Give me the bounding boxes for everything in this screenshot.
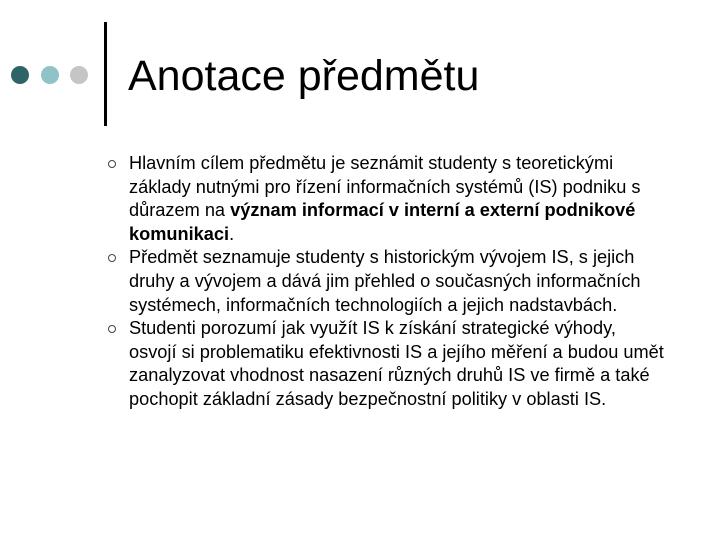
bullet-text: Předmět seznamuje studenty s historickým vývojem IS, s jejich druhy a vývojem a dává jim přehled o současných informačních systémech, informačních technologiích a jejich nadstavbách. <box>129 247 641 315</box>
decorative-dot-light <box>70 66 88 84</box>
bullet-list <box>108 152 668 412</box>
bullet-item-history <box>108 246 668 317</box>
bullet-text: Hlavním cílem předmětu je seznámit studenty s teoretickými základy nutnými pro řízení informačních systémů (IS) podniku s důrazem na <box>129 153 641 221</box>
hollow-circle-bullet-icon <box>108 254 116 262</box>
bullet-emphasis: význam informací v interní a externí podnikové komunikaci <box>129 200 636 244</box>
decorative-dot-dark <box>11 66 29 84</box>
hollow-circle-bullet-icon <box>108 160 116 168</box>
decorative-dot-mid <box>41 66 59 84</box>
bullet-text-end: . <box>229 223 235 244</box>
bullet-text: Studenti porozumí jak využít IS k získání strategické výhody, osvojí si problematiku efektivnosti IS a jejího měření a budou umět zanalyzovat vhodnost nasazení různých druhů IS ve firmě a také pochopit základní zásady bezpečnostní politiky v oblasti IS. <box>129 318 664 409</box>
hollow-circle-bullet-icon <box>108 325 116 333</box>
bullet-item-goal <box>108 152 668 246</box>
slide-title: Anotace předmětu <box>128 52 480 100</box>
title-divider-line <box>104 22 107 126</box>
bullet-item-outcomes <box>108 317 668 411</box>
